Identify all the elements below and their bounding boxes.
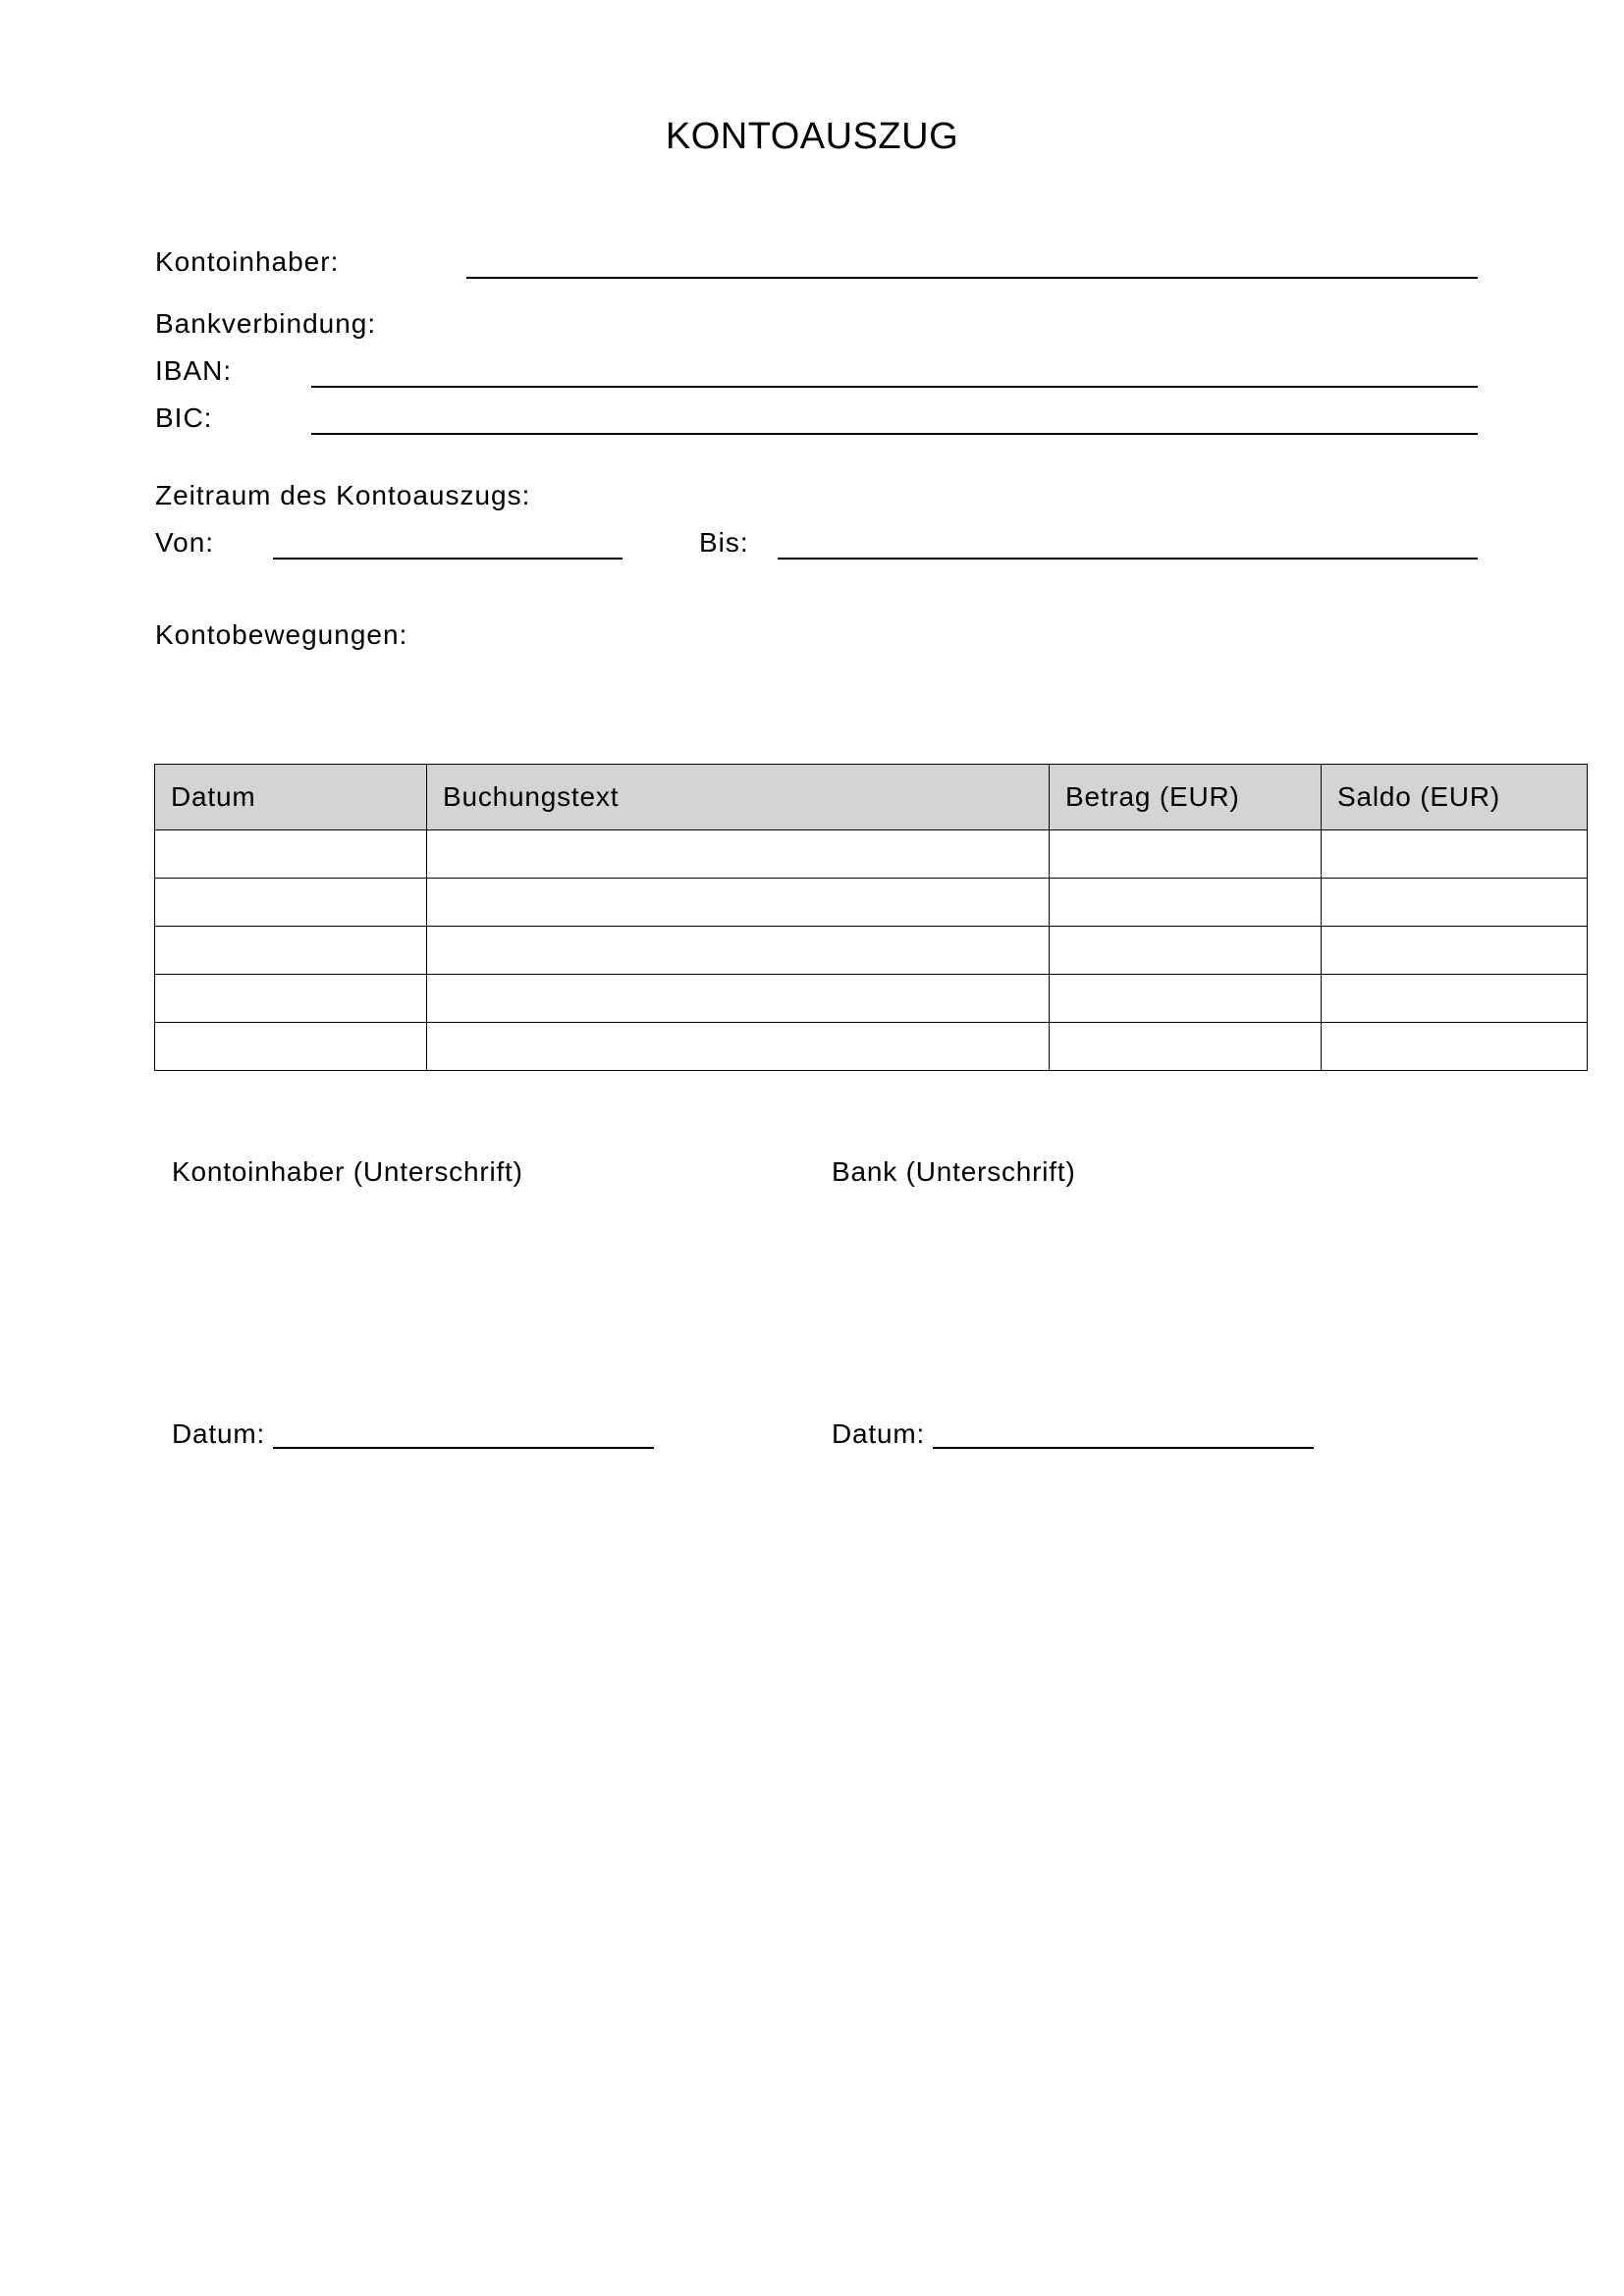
table-cell[interactable] — [1050, 975, 1322, 1023]
table-row — [155, 927, 1588, 975]
table-cell[interactable] — [1050, 879, 1322, 927]
bic-field[interactable] — [311, 433, 1478, 435]
table-cell[interactable] — [427, 830, 1050, 879]
table-cell[interactable] — [427, 879, 1050, 927]
table-cell[interactable] — [1050, 830, 1322, 879]
table-row — [155, 1023, 1588, 1071]
bank-details-label: Bankverbindung: — [155, 308, 377, 339]
from-label: Von: — [155, 527, 215, 558]
transactions-label: Kontobewegungen: — [155, 619, 408, 650]
document-title: KONTOAUSZUG — [665, 116, 959, 157]
table-row — [155, 879, 1588, 927]
table-row — [155, 830, 1588, 879]
column-header-date: Datum — [155, 765, 427, 830]
account-holder-field[interactable] — [466, 277, 1478, 279]
holder-date-label: Datum: — [172, 1418, 266, 1449]
column-header-booking-text: Buchungstext — [427, 765, 1050, 830]
table-cell[interactable] — [155, 975, 427, 1023]
table-cell[interactable] — [1322, 927, 1588, 975]
table-cell[interactable] — [155, 927, 427, 975]
to-date-field[interactable] — [778, 558, 1478, 560]
iban-field[interactable] — [311, 386, 1478, 388]
table-cell[interactable] — [155, 830, 427, 879]
table-row — [155, 975, 1588, 1023]
from-date-field[interactable] — [273, 558, 623, 560]
bank-date-label: Datum: — [832, 1418, 926, 1449]
holder-date-field[interactable] — [273, 1447, 654, 1449]
table-cell[interactable] — [427, 975, 1050, 1023]
account-holder-label: Kontoinhaber: — [155, 246, 340, 277]
bank-date-field[interactable] — [933, 1447, 1314, 1449]
table-cell[interactable] — [1050, 1023, 1322, 1071]
table-cell[interactable] — [1322, 879, 1588, 927]
table-cell[interactable] — [1050, 927, 1322, 975]
table-cell[interactable] — [427, 1023, 1050, 1071]
holder-signature-label: Kontoinhaber (Unterschrift) — [172, 1156, 523, 1187]
table-header-row — [155, 765, 1588, 830]
bank-signature-date — [832, 1418, 1314, 1450]
transactions-table — [154, 764, 1588, 1071]
bank-signature-label: Bank (Unterschrift) — [832, 1156, 1076, 1187]
column-header-amount: Betrag (EUR) — [1050, 765, 1322, 830]
iban-label: IBAN: — [155, 355, 233, 386]
table-cell[interactable] — [427, 927, 1050, 975]
period-label: Zeitraum des Kontoauszugs: — [155, 480, 531, 510]
holder-signature-date — [172, 1418, 654, 1450]
table-cell[interactable] — [1322, 975, 1588, 1023]
table-cell[interactable] — [1322, 830, 1588, 879]
to-label: Bis: — [699, 527, 749, 558]
column-header-balance: Saldo (EUR) — [1322, 765, 1588, 830]
table-cell[interactable] — [155, 879, 427, 927]
bic-label: BIC: — [155, 402, 213, 433]
table-cell[interactable] — [1322, 1023, 1588, 1071]
table-cell[interactable] — [155, 1023, 427, 1071]
